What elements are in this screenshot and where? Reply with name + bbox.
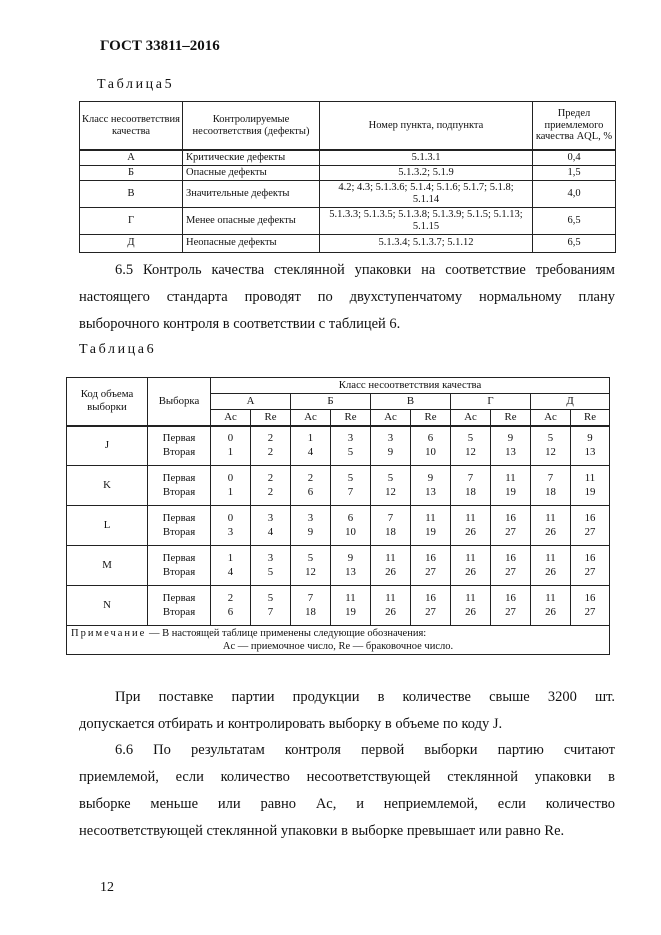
sample-second-label: Вторая — [162, 525, 196, 538]
text-line: 6.5 Контроль качества стеклянной упаковки на соответствие требованиям — [115, 262, 615, 278]
first-value: 2 — [267, 472, 274, 484]
value-cell — [251, 466, 291, 506]
value-cell — [211, 426, 251, 466]
value-cell — [211, 546, 251, 586]
second-value: 26 — [545, 565, 556, 578]
first-value: 2 — [307, 472, 314, 484]
second-value: 27 — [505, 565, 516, 578]
first-value: 7 — [307, 592, 314, 604]
first-value: 5 — [467, 432, 474, 445]
table-cell: Б — [80, 165, 183, 180]
first-value: 11 — [465, 592, 476, 604]
table-cell: 0,4 — [533, 150, 616, 165]
table-cell: Неопасные дефекты — [183, 234, 320, 252]
value-cell — [411, 466, 451, 506]
table5-col-header: Номер пункта, подпункта — [320, 102, 533, 151]
sample-second-label: Вторая — [162, 605, 196, 618]
value-cell — [291, 426, 331, 466]
first-value: 7 — [467, 472, 474, 484]
text-line: выборке меньше или равно Ac, и неприемлемой, если количество — [79, 796, 615, 812]
first-value: 7 — [387, 512, 394, 524]
first-value: 7 — [547, 472, 554, 484]
note-line2: Ac — приемочное число, Re — браковочное число. — [222, 641, 454, 652]
value-cell — [371, 426, 411, 466]
paragraph-6-5 — [79, 257, 615, 338]
class-header: Б — [291, 394, 371, 410]
second-value: 5 — [347, 445, 354, 458]
value-cell — [451, 506, 491, 546]
value-cell — [571, 586, 610, 626]
first-value: 11 — [465, 512, 476, 524]
second-value: 18 — [385, 525, 396, 538]
second-value: 27 — [425, 565, 436, 578]
table5-header-row — [80, 102, 616, 151]
first-value: 16 — [425, 552, 436, 564]
sample-code-cell: K — [67, 466, 148, 506]
first-value: 3 — [267, 552, 274, 564]
second-value: 13 — [584, 445, 596, 458]
second-value: 26 — [385, 565, 396, 578]
note-label: Примечание — [71, 628, 147, 639]
second-value: 26 — [545, 605, 556, 618]
first-value: 6 — [347, 512, 354, 524]
second-value: 26 — [385, 605, 396, 618]
second-value: 19 — [505, 485, 516, 498]
text-line: несоответствующей стеклянной упаковки в выборке превышает или равно Re. — [79, 823, 565, 839]
value-cell — [371, 586, 411, 626]
second-value: 12 — [305, 565, 316, 578]
second-value: 4 — [307, 445, 314, 458]
second-value: 10 — [345, 525, 356, 538]
second-value: 1 — [227, 485, 234, 498]
first-value: 11 — [465, 552, 476, 564]
table-cell: В — [80, 180, 183, 207]
paragraph-code-j — [79, 684, 615, 738]
table6-caption: Таблица6 — [79, 342, 157, 357]
re-header: Re — [491, 410, 531, 426]
sample-first-label: Первая — [162, 432, 196, 445]
document-header: ГОСТ 33811–2016 — [100, 38, 220, 54]
first-value: 2 — [267, 432, 274, 445]
value-cell — [291, 506, 331, 546]
first-value: 5 — [387, 472, 394, 484]
sample-first-label: Первая — [162, 472, 196, 484]
value-cell — [411, 506, 451, 546]
value-cell — [211, 466, 251, 506]
first-value: 0 — [227, 472, 234, 484]
re-header: Re — [331, 410, 371, 426]
second-value: 12 — [465, 445, 476, 458]
table-row — [67, 546, 610, 586]
second-value: 19 — [345, 605, 356, 618]
first-value: 1 — [227, 552, 234, 564]
value-cell — [291, 586, 331, 626]
table-row — [67, 506, 610, 546]
table-cell: Менее опасные дефекты — [183, 207, 320, 234]
value-cell — [531, 466, 571, 506]
table-cell: Критические дефекты — [183, 150, 320, 165]
table-row — [80, 150, 616, 165]
value-cell — [451, 586, 491, 626]
value-cell — [211, 506, 251, 546]
first-value: 11 — [385, 592, 396, 604]
table-cell: 5.1.3.4; 5.1.3.7; 5.1.12 — [320, 234, 533, 252]
value-cell — [251, 506, 291, 546]
value-cell — [371, 466, 411, 506]
first-value: 3 — [347, 432, 354, 445]
second-value: 26 — [465, 565, 476, 578]
first-value: 16 — [505, 592, 516, 604]
table-cell: Значительные дефекты — [183, 180, 320, 207]
second-value: 12 — [545, 445, 556, 458]
first-value: 16 — [584, 552, 596, 564]
sample-cell — [148, 546, 211, 586]
first-value: 11 — [545, 552, 556, 564]
text-line: 6.6 По результатам контроля первой выборки партию считают — [115, 742, 615, 758]
text-line: настоящего стандарта проводят по двухступенчатому нормальному плану — [79, 289, 615, 305]
table-cell: 5.1.3.2; 5.1.9 — [320, 165, 533, 180]
value-cell — [571, 426, 610, 466]
first-value: 0 — [227, 512, 234, 524]
sample-cell — [148, 466, 211, 506]
sample-code-cell: M — [67, 546, 148, 586]
value-cell — [251, 586, 291, 626]
sample-first-label: Первая — [162, 552, 196, 564]
table-cell: 6,5 — [533, 234, 616, 252]
first-value: 2 — [227, 592, 234, 604]
second-value: 7 — [267, 605, 274, 618]
second-value: 13 — [345, 565, 356, 578]
table6 — [66, 377, 610, 655]
second-value: 19 — [584, 485, 596, 498]
table-row — [67, 426, 610, 466]
second-value: 12 — [385, 485, 396, 498]
first-value: 16 — [584, 512, 596, 524]
class-header: В — [371, 394, 451, 410]
table-row — [67, 466, 610, 506]
table-cell: А — [80, 150, 183, 165]
second-value: 26 — [465, 605, 476, 618]
re-header: Re — [251, 410, 291, 426]
sample-first-label: Первая — [162, 512, 196, 524]
table5-col-header: Предел приемлемого качества AQL, % — [533, 102, 616, 151]
second-value: 6 — [227, 605, 234, 618]
table6-head-class: Класс несоответствия качества — [211, 378, 610, 394]
second-value: 27 — [505, 605, 516, 618]
value-cell — [491, 466, 531, 506]
first-value: 5 — [307, 552, 314, 564]
value-cell — [411, 546, 451, 586]
second-value: 4 — [267, 525, 274, 538]
value-cell — [331, 466, 371, 506]
value-cell — [571, 466, 610, 506]
second-value: 7 — [347, 485, 354, 498]
value-cell — [371, 506, 411, 546]
second-value: 27 — [584, 565, 596, 578]
sample-second-label: Вторая — [162, 445, 196, 458]
first-value: 11 — [345, 592, 356, 604]
first-value: 11 — [545, 512, 556, 524]
table5 — [79, 101, 616, 253]
value-cell — [331, 506, 371, 546]
second-value: 1 — [227, 445, 234, 458]
second-value: 2 — [267, 445, 274, 458]
first-value: 16 — [505, 552, 516, 564]
first-value: 11 — [385, 552, 396, 564]
ac-header: Ac — [451, 410, 491, 426]
table-cell: 1,5 — [533, 165, 616, 180]
paragraph-6-6 — [79, 737, 615, 845]
value-cell — [411, 426, 451, 466]
second-value: 26 — [545, 525, 556, 538]
value-cell — [531, 426, 571, 466]
class-header: Д — [531, 394, 610, 410]
table5-caption: Таблица5 — [97, 77, 175, 92]
first-value: 11 — [505, 472, 516, 484]
text-line: допускается отбирать и контролировать выборку в объеме по коду J. — [79, 716, 503, 732]
note-line1: — В настоящей таблице применены следующие обозначения: — [146, 628, 427, 639]
second-value: 9 — [387, 445, 394, 458]
table-row — [67, 586, 610, 626]
first-value: 3 — [387, 432, 394, 445]
value-cell — [531, 586, 571, 626]
first-value: 6 — [427, 432, 434, 445]
first-value: 16 — [425, 592, 436, 604]
page-number: 12 — [100, 880, 114, 895]
second-value: 10 — [425, 445, 436, 458]
first-value: 9 — [587, 432, 593, 445]
second-value: 27 — [505, 525, 516, 538]
text-line: При поставке партии продукции в количестве свыше 3200 шт. — [115, 689, 615, 705]
value-cell — [531, 506, 571, 546]
value-cell — [291, 546, 331, 586]
first-value: 0 — [227, 432, 234, 445]
second-value: 13 — [505, 445, 516, 458]
value-cell — [291, 466, 331, 506]
table-row — [80, 165, 616, 180]
re-header: Re — [411, 410, 451, 426]
first-value: 1 — [307, 432, 314, 445]
second-value: 19 — [425, 525, 436, 538]
first-value: 9 — [507, 432, 514, 445]
first-value: 3 — [307, 512, 314, 524]
class-header: А — [211, 394, 291, 410]
table6-header-row — [67, 378, 610, 394]
text-line: приемлемой, если количество несоответствующей стеклянной упаковки в — [79, 769, 615, 785]
second-value: 26 — [465, 525, 476, 538]
text-line: выборочного контроля в соответствии с таблицей 6. — [79, 316, 401, 332]
value-cell — [491, 586, 531, 626]
first-value: 3 — [267, 512, 274, 524]
sample-first-label: Первая — [162, 592, 196, 604]
first-value: 5 — [267, 592, 274, 604]
table6-note-row — [67, 626, 610, 655]
second-value: 18 — [465, 485, 476, 498]
second-value: 27 — [584, 605, 596, 618]
table-cell: 4.2; 4.3; 5.1.3.6; 5.1.4; 5.1.6; 5.1.7; 5.1.8; 5.1.14 — [320, 180, 533, 207]
value-cell — [251, 426, 291, 466]
second-value: 18 — [305, 605, 316, 618]
sample-cell — [148, 426, 211, 466]
second-value: 18 — [545, 485, 556, 498]
value-cell — [531, 546, 571, 586]
first-value: 5 — [347, 472, 354, 484]
value-cell — [491, 506, 531, 546]
first-value: 11 — [584, 472, 596, 484]
second-value: 6 — [307, 485, 314, 498]
table5-col-header: Класс несоответствия качества — [80, 102, 183, 151]
first-value: 16 — [505, 512, 516, 524]
value-cell — [571, 546, 610, 586]
table6-note — [67, 626, 610, 655]
second-value: 4 — [227, 565, 234, 578]
first-value: 11 — [545, 592, 556, 604]
value-cell — [211, 586, 251, 626]
table-cell: 5.1.3.3; 5.1.3.5; 5.1.3.8; 5.1.3.9; 5.1.5; 5.1.13; 5.1.15 — [320, 207, 533, 234]
ac-header: Ac — [371, 410, 411, 426]
table5-col-header: Контролируемые несоответствия (дефекты) — [183, 102, 320, 151]
value-cell — [451, 546, 491, 586]
class-header: Г — [451, 394, 531, 410]
table6-head-code: Код объема выборки — [67, 378, 148, 426]
value-cell — [411, 586, 451, 626]
ac-header: Ac — [291, 410, 331, 426]
second-value: 2 — [267, 485, 274, 498]
table-cell: Г — [80, 207, 183, 234]
table6-head-sample: Выборка — [148, 378, 211, 426]
first-value: 11 — [425, 512, 436, 524]
value-cell — [571, 506, 610, 546]
table-cell: 4,0 — [533, 180, 616, 207]
sample-second-label: Вторая — [162, 565, 196, 578]
table-cell: 6,5 — [533, 207, 616, 234]
second-value: 9 — [307, 525, 314, 538]
ac-header: Ac — [531, 410, 571, 426]
sample-code-cell: L — [67, 506, 148, 546]
first-value: 9 — [427, 472, 434, 484]
value-cell — [451, 466, 491, 506]
second-value: 13 — [425, 485, 436, 498]
sample-code-cell: J — [67, 426, 148, 466]
sample-code-cell: N — [67, 586, 148, 626]
re-header: Re — [571, 410, 610, 426]
sample-cell — [148, 586, 211, 626]
first-value: 5 — [547, 432, 554, 445]
value-cell — [331, 546, 371, 586]
first-value: 9 — [347, 552, 354, 564]
second-value: 5 — [267, 565, 274, 578]
value-cell — [331, 426, 371, 466]
value-cell — [491, 546, 531, 586]
value-cell — [491, 426, 531, 466]
table-cell: Опасные дефекты — [183, 165, 320, 180]
second-value: 27 — [425, 605, 436, 618]
table-row — [80, 180, 616, 207]
table-cell: 5.1.3.1 — [320, 150, 533, 165]
second-value: 27 — [584, 525, 596, 538]
second-value: 3 — [227, 525, 234, 538]
sample-second-label: Вторая — [162, 485, 196, 498]
table-cell: Д — [80, 234, 183, 252]
ac-header: Ac — [211, 410, 251, 426]
table-row — [80, 207, 616, 234]
value-cell — [371, 546, 411, 586]
first-value: 16 — [584, 592, 596, 604]
table-row — [80, 234, 616, 252]
value-cell — [251, 546, 291, 586]
sample-cell — [148, 506, 211, 546]
value-cell — [451, 426, 491, 466]
value-cell — [331, 586, 371, 626]
